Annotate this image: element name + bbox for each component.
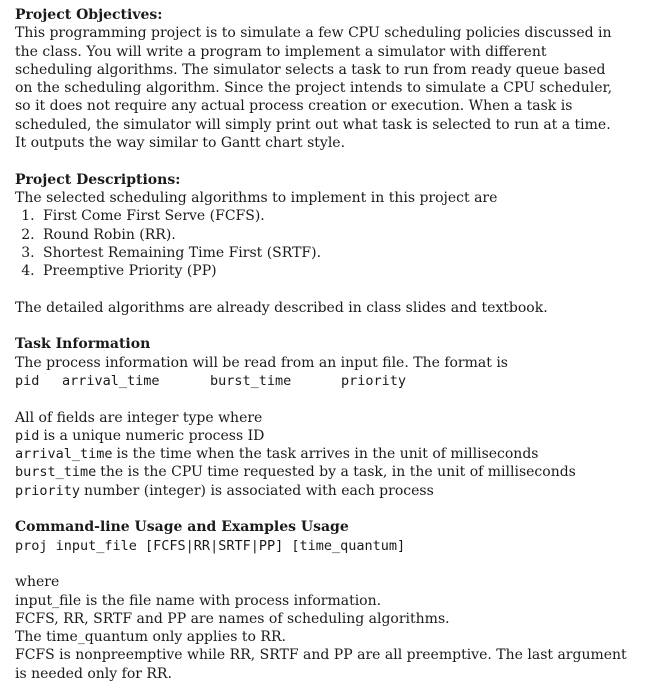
field-description: is a unique numeric process ID [43, 427, 265, 444]
field-name: priority [15, 482, 81, 499]
objectives-heading: Project Objectives: [15, 7, 163, 23]
algorithm-item: 2. Round Robin (RR). [39, 226, 654, 244]
objectives-line: scheduling algorithms. The simulator selects a task to run from ready queue based [15, 61, 606, 78]
task-info-heading: Task Information [15, 336, 151, 353]
descriptions-intro: The selected scheduling algorithms to implement in this project are [15, 189, 498, 206]
algorithm-item: 3. Shortest Remaining Time First (SRTF). [39, 244, 654, 262]
usage-line: FCFS, RR, SRTF and PP are names of scheduling algorithms. [15, 610, 450, 627]
format-field-arrival-time: arrival_time [62, 372, 160, 389]
field-definition [15, 445, 654, 463]
format-field-burst-time: burst_time [210, 372, 292, 389]
objectives-line: on the scheduling algorithm. Since the project intends to simulate a CPU scheduler, [15, 80, 613, 97]
objectives-line: This programming project is to simulate a few CPU scheduling policies discussed in [15, 25, 612, 42]
objectives-line: It outputs the way similar to Gantt chart style. [15, 135, 346, 152]
objectives-line: scheduled, the simulator will simply print out what task is selected to run at a time. [15, 116, 611, 133]
field-definition [15, 482, 654, 500]
descriptions-note: The detailed algorithms are already described in class slides and textbook. [15, 299, 548, 316]
field-description: is the time when the task arrives in the unit of milliseconds [116, 446, 539, 463]
field-name: arrival_time [15, 446, 113, 463]
usage-line: is needed only for RR. [15, 665, 172, 682]
field-name: burst_time [15, 464, 97, 481]
algorithm-list [15, 207, 654, 280]
descriptions-heading: Project Descriptions: [15, 171, 181, 188]
task-info-intro: The process information will be read from an input file. The format is [15, 354, 508, 371]
usage-where-label: where [15, 574, 60, 591]
field-description: number (integer) is associated with each process [84, 482, 434, 499]
format-field-pid: pid [15, 372, 40, 389]
field-definition [15, 427, 654, 445]
usage-line: The time_quantum only applies to RR. [15, 629, 286, 646]
format-field-priority: priority [341, 372, 407, 389]
algorithm-item: 4. Preemptive Priority (PP) [39, 262, 654, 280]
field-definition [15, 463, 654, 481]
usage-line: input_file is the file name with process information. [15, 592, 382, 609]
usage-line: FCFS is nonpreemptive while RR, SRTF and PP are all preemptive. The last argument [15, 647, 627, 664]
algorithm-item: 1. First Come First Serve (FCFS). [39, 207, 654, 225]
objectives-paragraph [15, 24, 654, 152]
input-format-line [15, 372, 654, 390]
field-name: pid [15, 427, 40, 444]
field-description: the is the CPU time requested by a task, in the unit of milliseconds [100, 464, 576, 481]
usage-heading: Command-line Usage and Examples Usage [15, 519, 349, 536]
fields-intro: All of fields are integer type where [15, 409, 263, 426]
objectives-line: the class. You will write a program to implement a simulator with different [15, 43, 547, 60]
usage-command: proj input_file [FCFS|RR|SRTF|PP] [time_quantum] [15, 537, 406, 554]
objectives-line: so it does not require any actual process creation or execution. When a task is [15, 98, 573, 115]
